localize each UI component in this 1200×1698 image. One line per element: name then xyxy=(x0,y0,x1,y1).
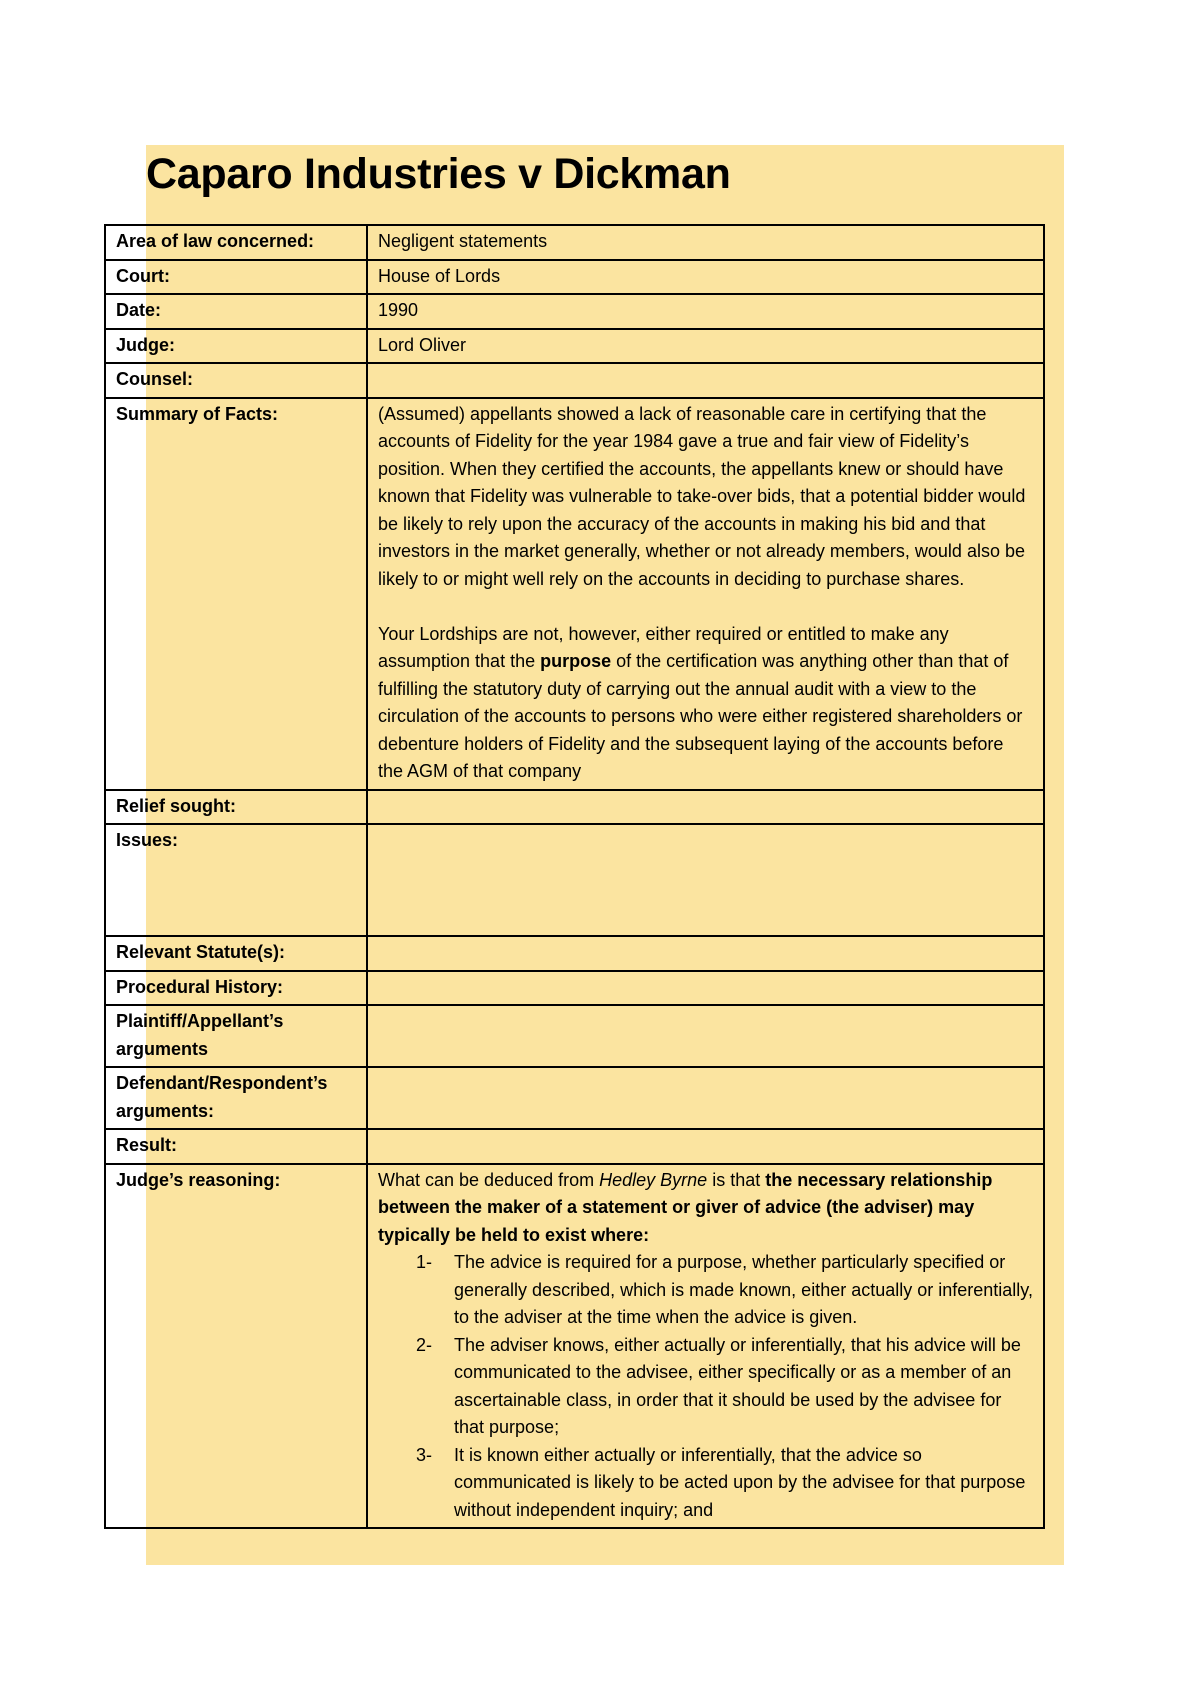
table-row-counsel xyxy=(105,363,1044,398)
list-item-number: 2- xyxy=(416,1334,433,1355)
table-row-statutes xyxy=(105,936,1044,971)
facts-paragraph-2 xyxy=(378,621,1033,786)
list-item-text: It is known either actually or inferentially, that the advice so communicated is likely to be acted upon by the advisee for that purpose without independent inquiry; and xyxy=(454,1444,1026,1520)
list-item-text: The advice is required for a purpose, whether particularly specified or generally described, which is made known, either actually or inferentially, to the adviser at the time when the advice is given. xyxy=(454,1252,1033,1327)
facts-paragraph-1: (Assumed) appellants showed a lack of reasonable care in certifying that the accounts of Fidelity for the year 1984 gave a true and fair view of Fidelity’s position. When they certified the accounts, the appellants knew or should have known that Fidelity was vulnerable to take-over bids, that a potential bidder would be likely to rely upon the accuracy of the accounts in making his bid and that investors in the market generally, whether or not already members, would also be likely to or might well rely on the accounts in deciding to purchase shares. xyxy=(378,403,1026,589)
area-value: Negligent statements xyxy=(367,225,1044,260)
list-item xyxy=(378,1332,1033,1442)
reasoning-intro xyxy=(378,1167,1033,1250)
judge-label: Judge: xyxy=(105,329,367,364)
statutes-label: Relevant Statute(s): xyxy=(105,936,367,971)
table-row-facts xyxy=(105,398,1044,790)
list-item xyxy=(378,1249,1033,1332)
issues-label: Issues: xyxy=(105,824,367,936)
facts-label: Summary of Facts: xyxy=(105,398,367,790)
page-title: Caparo Industries v Dickman xyxy=(146,150,731,198)
table-row-court xyxy=(105,260,1044,295)
table-row-issues xyxy=(105,824,1044,936)
defendant-value xyxy=(367,1067,1044,1129)
facts-p2-end: of the certification was anything other than that of fulfilling the statutory duty of carrying out the annual audit with a view to the circulation of the accounts to persons who were either registered shareholders or debenture holders of Fidelity and the subsequent laying of the accounts before the AGM of that company xyxy=(378,651,1023,781)
facts-p2-start: Your Lordships are not, however, either required or entitled to make any assumption that the xyxy=(378,623,949,671)
table-row-plaintiff xyxy=(105,1005,1044,1067)
reasoning-value xyxy=(367,1164,1044,1529)
table-row-judge xyxy=(105,329,1044,364)
table-row-area xyxy=(105,225,1044,260)
list-item xyxy=(378,1442,1033,1525)
judge-value: Lord Oliver xyxy=(367,329,1044,364)
court-label: Court: xyxy=(105,260,367,295)
history-value xyxy=(367,971,1044,1006)
reasoning-case-name: Hedley Byrne xyxy=(599,1169,708,1190)
reasoning-label: Judge’s reasoning: xyxy=(105,1164,367,1529)
result-value xyxy=(367,1129,1044,1164)
table-row-result xyxy=(105,1129,1044,1164)
date-label: Date: xyxy=(105,294,367,329)
issues-value xyxy=(367,824,1044,936)
table-row-relief xyxy=(105,790,1044,825)
statutes-value xyxy=(367,936,1044,971)
counsel-value xyxy=(367,363,1044,398)
result-label: Result: xyxy=(105,1129,367,1164)
date-value: 1990 xyxy=(367,294,1044,329)
case-brief-table xyxy=(104,224,1045,1529)
facts-p2-emphasis: purpose xyxy=(540,651,612,671)
reasoning-list xyxy=(378,1249,1033,1524)
table-row-date xyxy=(105,294,1044,329)
list-item-number: 3- xyxy=(416,1444,433,1465)
table-row-defendant xyxy=(105,1067,1044,1129)
relief-label: Relief sought: xyxy=(105,790,367,825)
relief-value xyxy=(367,790,1044,825)
history-label: Procedural History: xyxy=(105,971,367,1006)
table-row-reasoning xyxy=(105,1164,1044,1529)
list-item-text: The adviser knows, either actually or inferentially, that his advice will be communicated to the advisee, either specifically or as a member of an ascertainable class, in order that it should be used by the advisee for that purpose; xyxy=(454,1334,1021,1437)
plaintiff-value xyxy=(367,1005,1044,1067)
reasoning-intro-c: is that xyxy=(707,1169,766,1190)
table-row-history xyxy=(105,971,1044,1006)
facts-value xyxy=(367,398,1044,790)
plaintiff-label: Plaintiff/Appellant’s arguments xyxy=(105,1005,367,1067)
area-label: Area of law concerned: xyxy=(105,225,367,260)
counsel-label: Counsel: xyxy=(105,363,367,398)
defendant-label: Defendant/Respondent’s arguments: xyxy=(105,1067,367,1129)
list-item-number: 1- xyxy=(416,1252,433,1272)
reasoning-intro-a: What can be deduced from xyxy=(378,1169,600,1190)
court-value: House of Lords xyxy=(367,260,1044,295)
reasoning-intro-bold: the necessary relationship between the maker of a statement or giver of advice (the adviser) may typically be held to exist where: xyxy=(378,1169,993,1245)
